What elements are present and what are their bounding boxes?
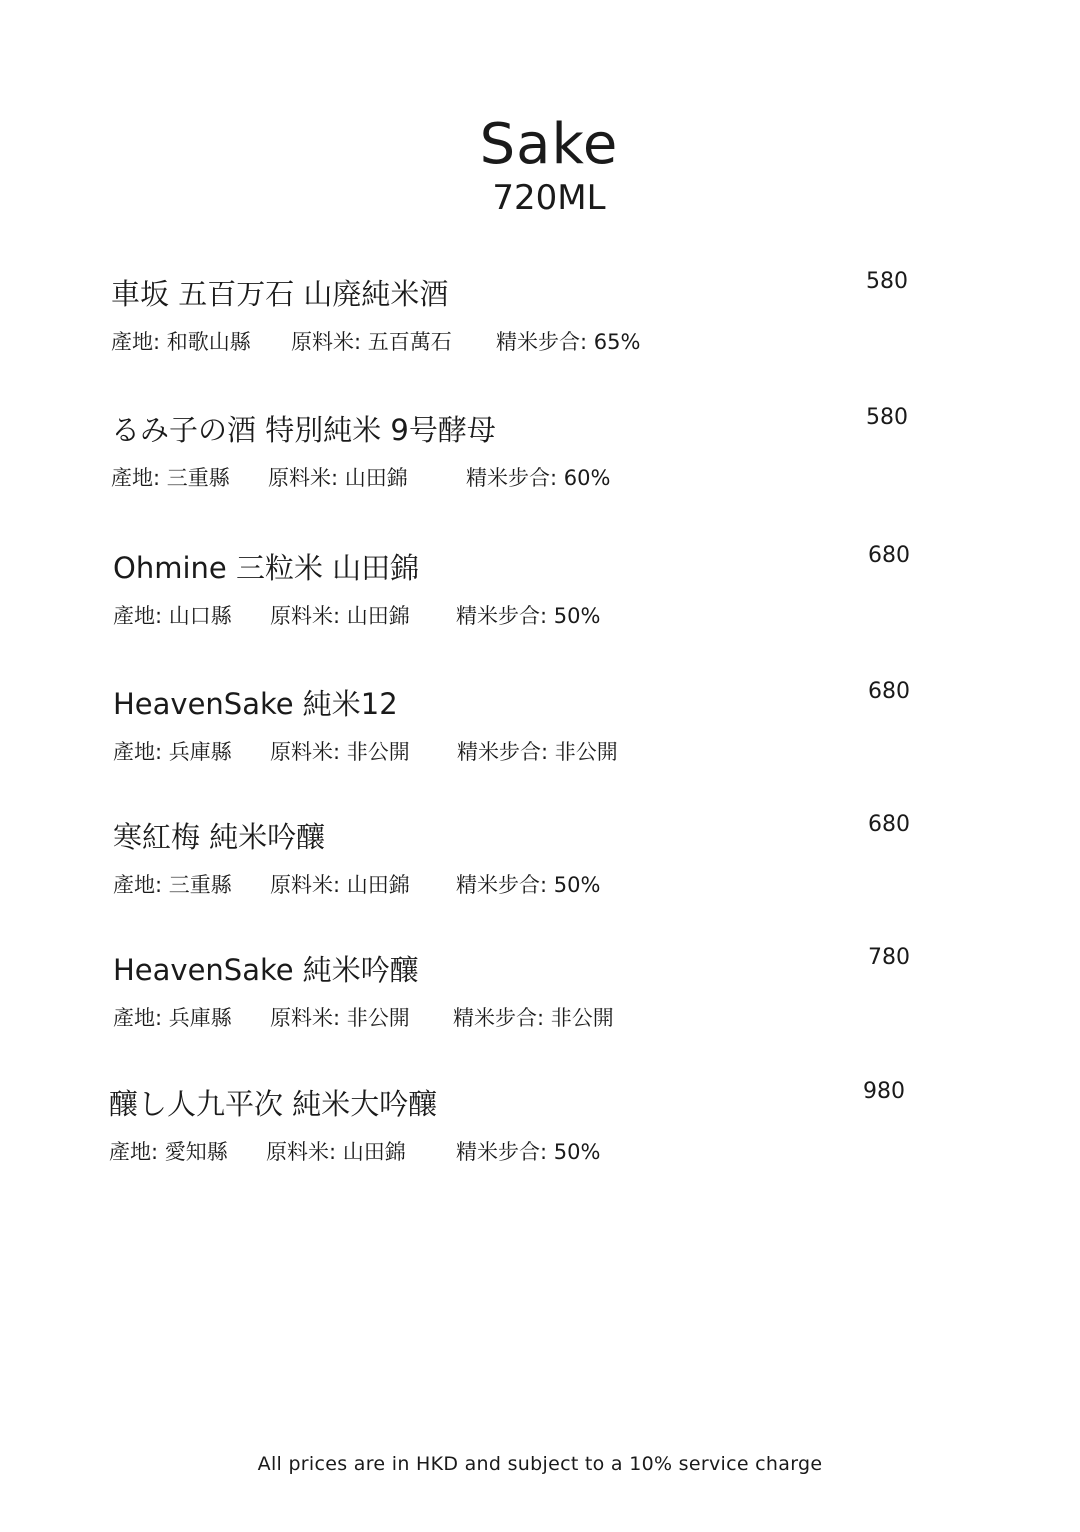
item-polish-ratio: 精米步合: 60% <box>466 466 611 490</box>
item-rice: 原料米: 五百萬石 <box>291 330 452 354</box>
menu-item <box>0 543 1080 660</box>
item-rice: 原料米: 山田錦 <box>266 1140 406 1164</box>
item-origin: 產地: 三重縣 <box>111 466 230 490</box>
item-rice: 原料米: 非公開 <box>270 740 410 764</box>
item-name: Ohmine 三粒米 山田錦 <box>113 551 420 585</box>
item-details <box>109 1138 600 1166</box>
item-polish-ratio: 精米步合: 50% <box>456 873 601 897</box>
page-title: Sake <box>479 112 619 177</box>
menu-item <box>0 812 1080 929</box>
item-polish-ratio: 精米步合: 非公開 <box>457 740 618 764</box>
item-details <box>111 464 610 492</box>
item-details <box>111 328 640 356</box>
item-polish-ratio: 精米步合: 50% <box>456 1140 601 1164</box>
item-price: 580 <box>866 405 908 430</box>
item-price: 680 <box>868 543 910 568</box>
item-origin: 產地: 兵庫縣 <box>113 740 232 764</box>
page-subtitle: 720ML <box>492 178 606 218</box>
item-name: 釀し人九平次 純米大吟釀 <box>109 1087 438 1121</box>
item-price: 980 <box>863 1079 905 1104</box>
item-details <box>113 871 600 899</box>
item-name: HeavenSake 純米12 <box>113 687 398 721</box>
item-price: 580 <box>866 269 908 294</box>
item-name: るみ子の酒 特別純米 9号酵母 <box>111 413 496 447</box>
item-origin: 產地: 兵庫縣 <box>113 1006 232 1030</box>
item-details <box>113 602 600 630</box>
item-details <box>113 738 618 766</box>
item-price: 680 <box>868 679 910 704</box>
menu-item <box>0 1079 1080 1196</box>
item-origin: 產地: 愛知縣 <box>109 1140 228 1164</box>
menu-item <box>0 945 1080 1062</box>
item-price: 780 <box>868 945 910 970</box>
item-name: HeavenSake 純米吟釀 <box>113 953 419 987</box>
service-charge-note: All prices are in HKD and subject to a 10% service charge <box>257 1453 823 1475</box>
item-origin: 產地: 山口縣 <box>113 604 232 628</box>
item-name: 寒紅梅 純米吟釀 <box>113 820 326 854</box>
item-polish-ratio: 精米步合: 非公開 <box>453 1006 614 1030</box>
item-price: 680 <box>868 812 910 837</box>
item-origin: 產地: 和歌山縣 <box>111 330 251 354</box>
item-name: 車坂 五百万石 山廃純米酒 <box>111 277 449 311</box>
menu-item <box>0 269 1080 386</box>
item-rice: 原料米: 非公開 <box>270 1006 410 1030</box>
menu-item <box>0 405 1080 522</box>
item-origin: 產地: 三重縣 <box>113 873 232 897</box>
menu-header <box>0 112 1080 218</box>
item-polish-ratio: 精米步合: 50% <box>456 604 601 628</box>
item-rice: 原料米: 山田錦 <box>268 466 408 490</box>
item-polish-ratio: 精米步合: 65% <box>496 330 641 354</box>
menu-item <box>0 679 1080 796</box>
item-details <box>113 1004 614 1032</box>
item-rice: 原料米: 山田錦 <box>270 604 410 628</box>
item-rice: 原料米: 山田錦 <box>270 873 410 897</box>
